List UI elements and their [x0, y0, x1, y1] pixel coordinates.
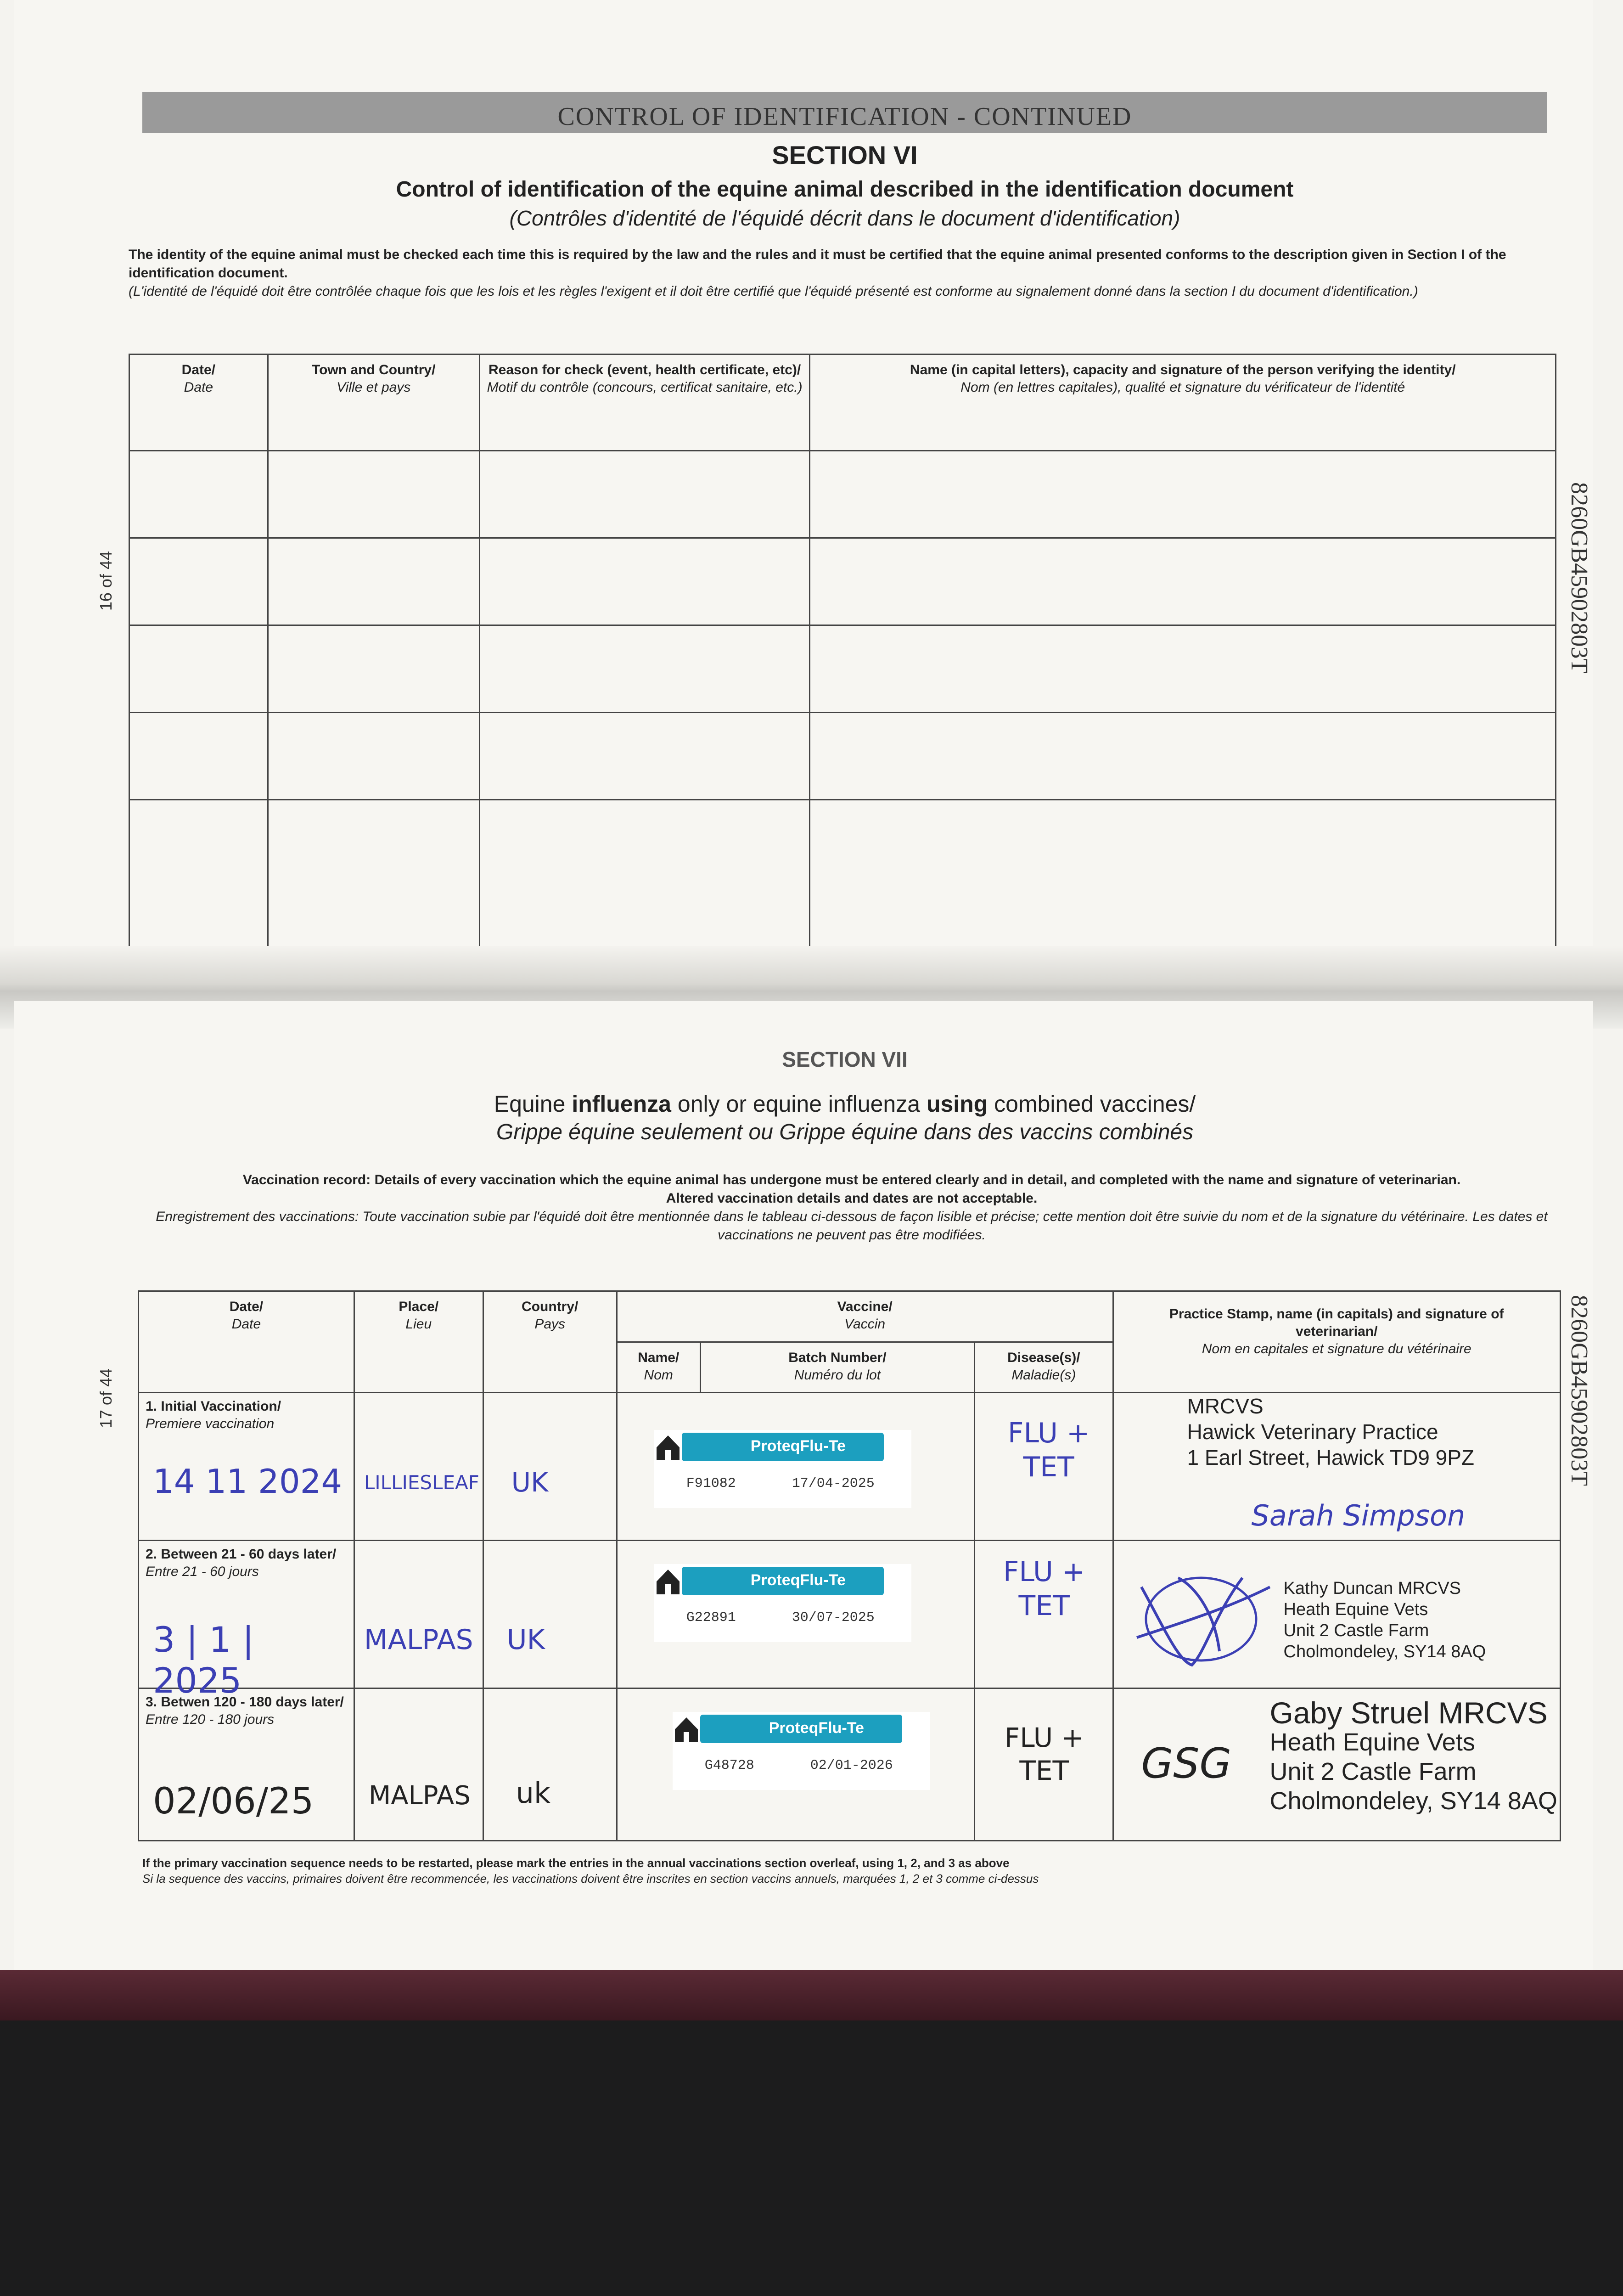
column-header-practice: Practice Stamp, name (in capitals) and signature of veterinarian/ Nom en capitales et signature du vétérinaire — [1169, 1306, 1504, 1356]
vaccination-row-2 — [139, 1541, 1561, 1688]
vaccination-place: LILLIESLEAF — [364, 1471, 479, 1494]
vaccination-date: 3 | 1 | 2025 — [153, 1619, 254, 1701]
section-header-bar — [142, 92, 1547, 133]
passport-id-top: 8260GB45902803T — [1566, 482, 1592, 673]
vet-stamp: Gaby Struel MRCVS Heath Equine Vets Unit 2 Castle Farm Cholmondeley, SY14 8AQ — [1269, 1696, 1557, 1815]
vaccine-brand: ProteqFlu-Te — [769, 1719, 864, 1737]
vaccine-sticker — [673, 1712, 930, 1790]
vaccine-brand: ProteqFlu-Te — [750, 1571, 846, 1589]
row-label: 1. Initial Vaccination/ Premiere vaccination — [146, 1399, 281, 1432]
table-row — [129, 451, 1556, 538]
vaccination-row-1 — [139, 1393, 1561, 1541]
table-row — [129, 800, 1556, 951]
disease: FLU + TET — [1008, 1417, 1090, 1484]
vaccine-sticker — [654, 1430, 911, 1508]
identification-check-table — [129, 354, 1556, 952]
house-icon — [654, 1564, 682, 1596]
vet-stamp: MRCVS Hawick Veterinary Practice 1 Earl Street, Hawick TD9 9PZ — [1187, 1394, 1474, 1470]
house-icon — [654, 1430, 682, 1462]
disease: FLU + TET — [1005, 1722, 1084, 1787]
section-subtitle-fr: (Contrôles d'identité de l'équidé décrit dans le document d'identification) — [509, 206, 1180, 230]
vaccination-country: uk — [516, 1776, 550, 1810]
page-number: 17 of 44 — [96, 1368, 115, 1429]
signature-scribble — [1123, 1559, 1275, 1674]
batch-number: G48728 — [704, 1758, 754, 1774]
vet-signature: GSG — [1141, 1739, 1232, 1788]
header-title: CONTROL OF IDENTIFICATION - CONTINUED — [557, 102, 1132, 131]
record-text-en-2: Altered vaccination details and dates are not acceptable. — [666, 1191, 1038, 1206]
column-header-country: Country/ Pays — [522, 1299, 578, 1332]
table-row — [129, 713, 1556, 800]
column-header-batch: Batch Number/ Numéro du lot — [788, 1350, 887, 1383]
record-text-fr: Enregistrement des vaccinations: Toute vaccination subie par l'équidé doit être mentionnée dans le tableau ci-dessous de façon lisible et précise; cette mention doit être suivie du nom et de la signature du vétérinaire. Les dates et vaccinations ne peuvent pas être modifiées. — [156, 1209, 1548, 1243]
page-number: 16 of 44 — [96, 551, 115, 611]
vaccination-country: UK — [511, 1467, 549, 1498]
footnote-fr: Si la sequence des vaccins, primaires doivent être recommencée, les vaccinations doivent être inscrites en section vaccins annuels, marquées 1, 2 et 3 comme ci-dessus — [142, 1872, 1039, 1885]
column-header-vaccine-name: Name/ Nom — [638, 1350, 680, 1383]
page-16 — [14, 0, 1593, 974]
vaccine-brand: ProteqFlu-Te — [750, 1437, 846, 1455]
record-text-en: Vaccination record: Details of every vaccination which the equine animal has undergone must be entered clearly and in detail, and completed with the name and signature of veterinarian. — [242, 1172, 1461, 1187]
expiry-date: 17/04-2025 — [792, 1476, 875, 1492]
section-subtitle-fr: Grippe équine seulement ou Grippe équine dans des vaccins combinés — [496, 1120, 1194, 1144]
batch-number: G22891 — [686, 1610, 736, 1626]
section-subtitle-en: Control of identification of the equine animal described in the identification document — [396, 177, 1294, 202]
vaccination-table — [138, 1290, 1561, 1841]
vaccination-country: UK — [506, 1624, 545, 1656]
expiry-date: 02/01-2026 — [810, 1758, 893, 1774]
page-17 — [14, 1001, 1593, 2002]
intro-text-fr: (L'identité de l'équidé doit être contrôlée chaque fois que les lois et les règles l'exigent et il doit être certifié que l'équidé présenté est conforme au signalement donné dans la section I du document d'identification.) — [129, 284, 1418, 299]
section-subtitle-en: Equine influenza only or equine influenza using combined vaccines/ — [494, 1091, 1196, 1117]
intro-text-en: The identity of the equine animal must be checked each time this is required by the law and the rules and it must be certified that the equine animal presented conforms to the description given in Section I of the identification document. — [129, 247, 1506, 281]
column-header-town: Town and Country/ Ville et pays — [312, 362, 436, 395]
column-header-place: Place/ Lieu — [399, 1299, 439, 1332]
batch-number: F91082 — [686, 1476, 736, 1492]
vaccination-place: MALPAS — [364, 1624, 473, 1656]
section-title: SECTION VI — [772, 141, 918, 169]
vet-stamp: Kathy Duncan MRCVS Heath Equine Vets Unit 2 Castle Farm Cholmondeley, SY14 8AQ — [1283, 1579, 1486, 1662]
house-icon — [673, 1712, 700, 1744]
footnote-en: If the primary vaccination sequence needs to be restarted, please mark the entries in the annual vaccinations section overleaf, using 1, 2, and 3 as above — [142, 1856, 1010, 1870]
disease: FLU + TET — [1003, 1556, 1085, 1622]
column-header-date: Date/ Date — [181, 362, 216, 395]
vaccine-sticker — [654, 1564, 911, 1642]
row-label: 3. Betwen 120 - 180 days later/ Entre 120 - 180 jours — [146, 1694, 344, 1728]
cover-edge — [0, 1970, 1623, 2020]
column-header-disease: Disease(s)/ Maladie(s) — [1007, 1350, 1080, 1383]
column-header-vaccine: Vaccine/ Vaccin — [837, 1299, 893, 1332]
vet-signature: Sarah Simpson — [1251, 1499, 1466, 1533]
vaccination-place: MALPAS — [368, 1781, 471, 1811]
scanner-background — [0, 2020, 1623, 2296]
table-row — [129, 625, 1556, 713]
expiry-date: 30/07-2025 — [792, 1610, 875, 1626]
column-header-verifier: Name (in capital letters), capacity and signature of the person verifying the identity/ Nom (en lettres capitales), qualité et signature du vérificateur de l'identité — [910, 362, 1456, 395]
vaccination-row-3 — [139, 1688, 1561, 1841]
column-header-date: Date/ Date — [229, 1299, 264, 1332]
section-title: SECTION VII — [782, 1047, 908, 1071]
row-label: 2. Between 21 - 60 days later/ Entre 21 - 60 jours — [146, 1547, 337, 1580]
vaccination-date: 14 11 2024 — [153, 1462, 343, 1501]
vaccination-date: 02/06/25 — [153, 1781, 314, 1823]
passport-id-bottom: 8260GB45902803T — [1566, 1295, 1592, 1486]
table-row — [129, 538, 1556, 625]
column-header-reason: Reason for check (event, health certificate, etc)/ Motif du contrôle (concours, certificat sanitaire, etc.) — [487, 362, 803, 395]
